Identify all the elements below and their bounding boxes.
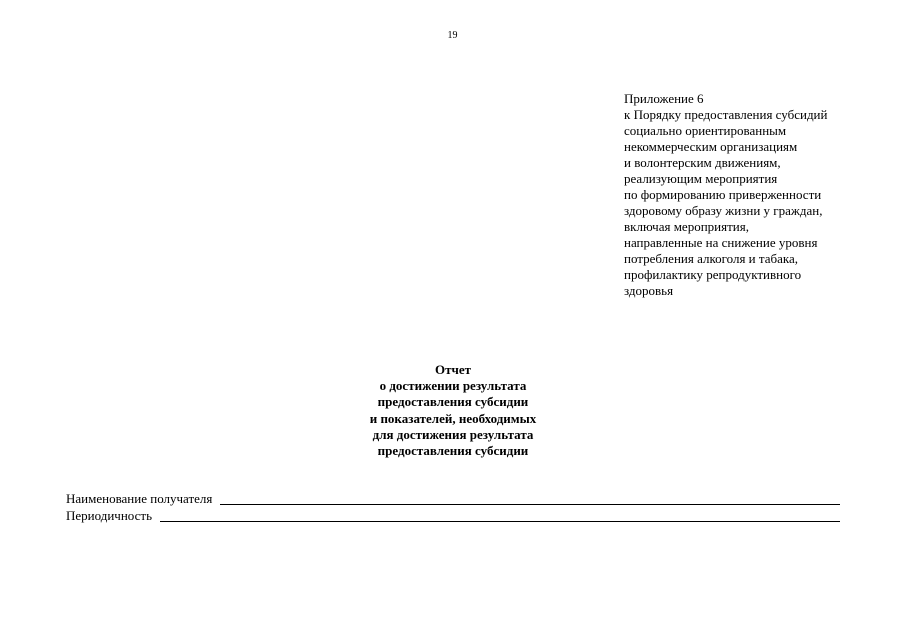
appendix-line: здоровому образу жизни у граждан, [624, 203, 823, 218]
appendix-line: здоровья [624, 283, 674, 298]
report-title-line: и показателей, необходимых [369, 410, 537, 426]
report-fields [66, 490, 840, 524]
appendix-line: профилактику репродуктивного [624, 267, 802, 282]
appendix-line: социально ориентированным [624, 123, 787, 138]
appendix-line: некоммерческим организациям [624, 139, 798, 154]
report-title-line: предоставления субсидии [377, 394, 529, 410]
appendix-line: к Порядку предоставления субсидий [624, 107, 828, 122]
appendix-line: по формированию приверженности [624, 187, 822, 202]
periodicity-field[interactable] [160, 508, 840, 522]
report-title-line: о достижении результата [379, 378, 527, 394]
report-title-line: для достижения результата [372, 426, 534, 442]
appendix-line: реализующим мероприятия [624, 171, 778, 186]
periodicity-row [66, 507, 840, 524]
page-number: 19 [447, 30, 458, 41]
appendix-line: включая мероприятия, [624, 219, 749, 234]
appendix-line: потребления алкоголя и табака, [624, 251, 799, 266]
report-title [253, 362, 653, 459]
appendix-title: Приложение 6 [624, 91, 704, 106]
recipient-name-label: Наименование получателя [66, 491, 213, 506]
periodicity-label: Периодичность [66, 508, 153, 523]
report-title-line: Отчет [435, 362, 471, 377]
appendix-line: и волонтерским движениям, [624, 155, 781, 170]
appendix-line: направленные на снижение уровня [624, 235, 818, 250]
recipient-name-field[interactable] [220, 491, 840, 505]
recipient-name-row [66, 490, 840, 507]
appendix-block [624, 91, 894, 299]
report-title-line: предоставления субсидии [377, 443, 529, 459]
